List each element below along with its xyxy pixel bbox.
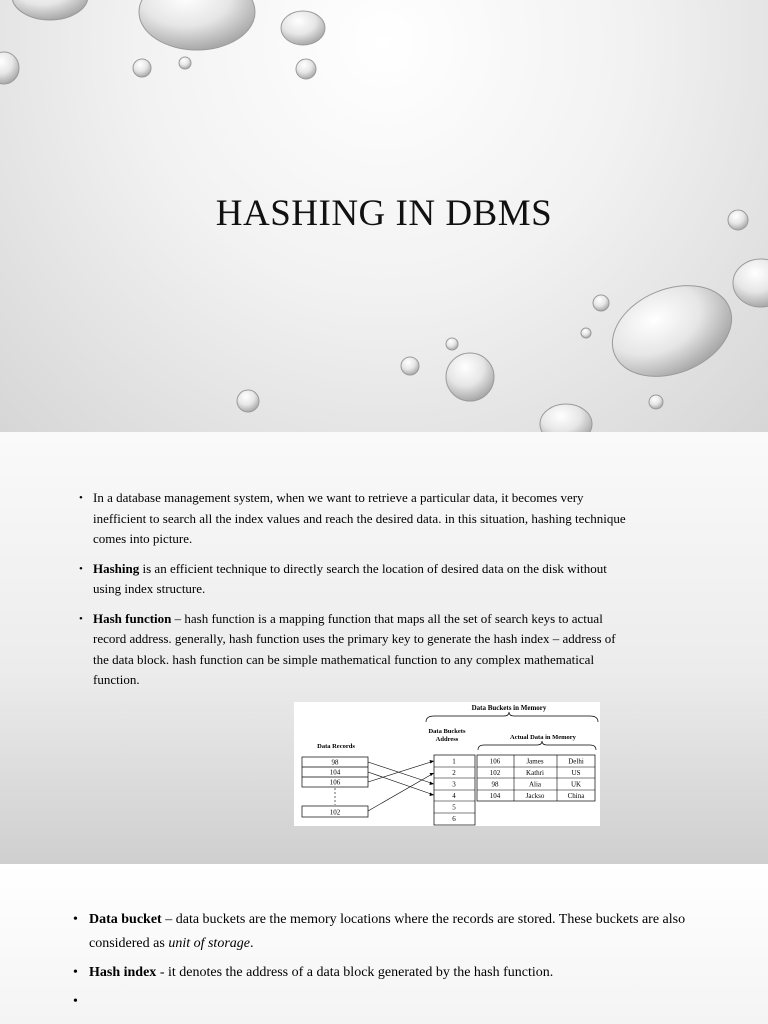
bullet-list — [79, 488, 633, 700]
diagram-title: Data Buckets in Memory — [471, 704, 547, 712]
hash-mapping-arrows — [368, 761, 434, 811]
table-cell: UK — [570, 780, 582, 789]
table-cell: Kathri — [526, 769, 544, 777]
table-cell: 106 — [489, 757, 501, 766]
address-value: 3 — [452, 780, 456, 789]
table-cell: James — [526, 757, 544, 766]
address-value: 1 — [452, 757, 456, 766]
address-value: 5 — [452, 803, 456, 812]
hash-diagram — [294, 702, 600, 826]
actual-data-table — [477, 755, 595, 801]
bullet-item — [73, 961, 689, 985]
bullet-item — [73, 990, 689, 1014]
address-column — [434, 755, 475, 825]
bullet-text: is an efficient technique to directly search the location of desired data on the disk without using index structure. — [93, 560, 607, 596]
record-value: 102 — [329, 808, 341, 817]
table-cell: 104 — [489, 792, 501, 800]
address-value: 4 — [452, 792, 456, 800]
bullet-emphasis: unit of storage — [168, 936, 250, 951]
bullet-text: – hash function is a mapping function that maps all the set of search keys to actual record address. generally, hash function uses the primary key to generate the hash index – address of the data block. hash function can be simple mathematical function to any complex mathematical function. — [93, 610, 616, 687]
table-cell: China — [567, 792, 585, 800]
records-column — [302, 757, 368, 817]
bullet-item — [73, 908, 689, 956]
title-slide — [0, 0, 768, 432]
bullet-tail: . — [249, 936, 254, 951]
bullet-dot-icon: • — [73, 912, 78, 927]
bullet-text: - it denotes the address of a data block generated by the hash function. — [156, 965, 554, 980]
bullet-list — [73, 908, 689, 1019]
address-label-line2: Address — [435, 736, 459, 743]
address-value: 2 — [452, 769, 456, 777]
record-value: 104 — [329, 768, 341, 777]
memory-brace — [426, 712, 598, 722]
hashing-intro-slide — [0, 432, 768, 864]
actual-data-brace — [478, 741, 596, 750]
slide-title: HASHING IN DBMS — [215, 193, 553, 234]
bullet-dot-icon: • — [79, 612, 83, 625]
bullet-dot-icon: • — [73, 994, 78, 1009]
table-cell: Jackso — [525, 792, 545, 800]
bullet-dot-icon: • — [73, 965, 78, 980]
bullet-term: Hashing — [93, 560, 140, 576]
table-cell: US — [571, 769, 581, 777]
bullet-text: – data buckets are the memory locations where the records are stored. These buckets are also considered as — [89, 912, 686, 951]
actual-data-label: Actual Data in Memory — [510, 734, 576, 741]
bullet-term: Hash index — [89, 965, 157, 980]
address-label-line1: Data Buckets — [428, 728, 466, 735]
address-value: 6 — [452, 815, 456, 823]
bullet-item — [79, 609, 633, 691]
bullet-item — [79, 559, 633, 600]
hashing-terms-slide — [0, 864, 768, 1024]
arrow-heads — [430, 760, 435, 796]
bullet-dot-icon: • — [79, 492, 83, 504]
bullet-text: In a database management system, when we want to retrieve a particular data, it becomes very inefficient to search all the index values and reach the desired data. in this situation, hashing technique comes into picture. — [93, 490, 626, 546]
bullet-term: Hash function — [93, 610, 172, 626]
bullet-term: Data bucket — [89, 912, 162, 927]
record-value: 98 — [331, 758, 339, 767]
bullet-dot-icon: • — [79, 562, 83, 575]
bullet-item — [79, 488, 633, 550]
records-label: Data Records — [317, 743, 355, 750]
record-value: 106 — [329, 778, 341, 787]
table-cell: Alia — [528, 780, 542, 789]
table-cell: 102 — [489, 769, 501, 777]
table-cell: 98 — [491, 780, 499, 789]
table-cell: Delhi — [568, 757, 584, 766]
